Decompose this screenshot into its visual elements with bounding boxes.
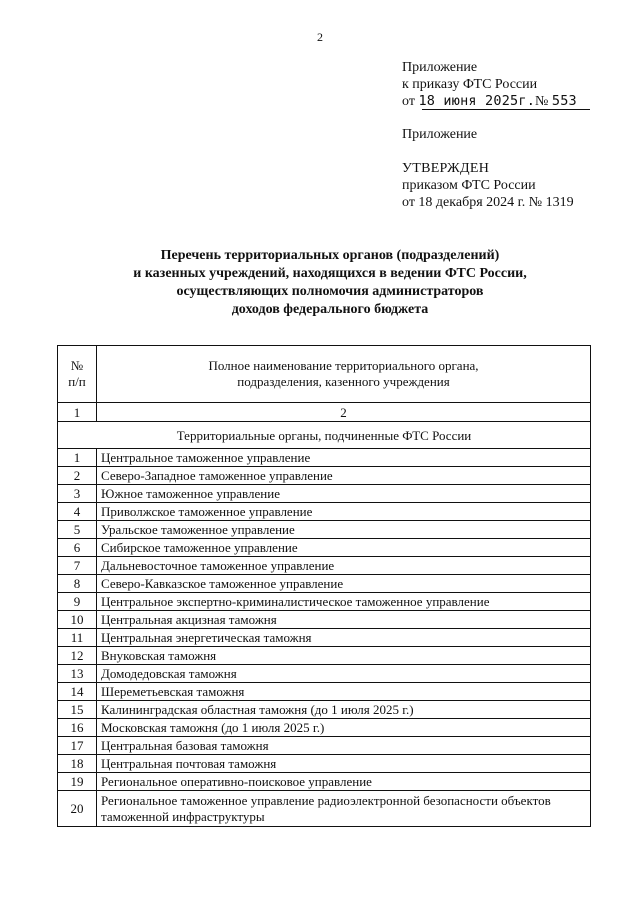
table-row [58,629,591,647]
row-name: Калининградская областная таможня (до 1 июля 2025 г.) [97,701,591,719]
table-row [58,665,591,683]
row-number: 20 [58,791,97,827]
row-number: 15 [58,701,97,719]
row-name: Южное таможенное управление [97,485,591,503]
row-number: 2 [58,467,97,485]
title-line-3: осуществляющих полномочия администраторов [176,284,484,299]
organs-table [57,345,591,827]
order-underline [422,109,590,110]
table-header-row [58,346,591,403]
row-number: 7 [58,557,97,575]
page-number: 2 [317,30,323,44]
header-name-line-1: Полное наименование территориального органа, [208,358,479,373]
section-row [58,422,591,449]
appendix-order-date-line [402,93,577,110]
row-number: 19 [58,773,97,791]
column-index-1: 1 [58,403,97,422]
row-name: Региональное оперативно-поисковое управление [97,773,591,791]
approved-line-2: от 18 декабря 2024 г. № 1319 [402,195,574,210]
table-row [58,467,591,485]
table-row [58,521,591,539]
approved-appendix-label: Приложение [402,127,478,142]
title-line-1: Перечень территориальных органов (подразделений) [160,248,500,263]
row-number: 9 [58,593,97,611]
header-name [97,346,591,403]
table-row [58,593,591,611]
row-name: Домодедовская таможня [97,665,591,683]
row-number: 16 [58,719,97,737]
row-name: Центральное экспертно-криминалистическое таможенное управление [97,593,591,611]
document-title [60,247,600,319]
row-number: 3 [58,485,97,503]
row-number: 12 [58,647,97,665]
header-number-abbr: п/п [68,374,86,389]
table-row [58,611,591,629]
row-name: Северо-Западное таможенное управление [97,467,591,485]
table-row [58,503,591,521]
title-line-2: и казенных учреждений, находящихся в ведении ФТС России, [133,266,527,281]
appendix-block [402,59,577,110]
number-prefix: № [535,94,549,109]
row-number: 17 [58,737,97,755]
order-date: 18 июня 2025г. [418,93,536,109]
approved-line-1: приказом ФТС России [402,178,536,193]
header-name-line-2: подразделения, казенного учреждения [237,374,450,389]
table-row [58,557,591,575]
section-title: Территориальные органы, подчиненные ФТС России [58,422,591,449]
table-row [58,683,591,701]
row-number: 14 [58,683,97,701]
row-name: Шереметьевская таможня [97,683,591,701]
row-name: Внуковская таможня [97,647,591,665]
row-name: Сибирское таможенное управление [97,539,591,557]
approved-title: УТВЕРЖДЕН [402,161,490,176]
table-row [58,701,591,719]
date-prefix: от [402,94,415,109]
row-name: Центральная энергетическая таможня [97,629,591,647]
column-index-2: 2 [97,403,591,422]
table-row [58,449,591,467]
header-number-symbol: № [70,358,84,373]
row-name: Региональное таможенное управление радиоэлектронной безопасности объектов таможенной инфраструктуры [97,791,591,827]
row-name: Центральная базовая таможня [97,737,591,755]
appendix-label: Приложение [402,60,478,75]
table-row [58,773,591,791]
row-number: 18 [58,755,97,773]
row-number: 11 [58,629,97,647]
row-name: Приволжское таможенное управление [97,503,591,521]
table-row [58,791,591,827]
row-number: 6 [58,539,97,557]
title-line-4: доходов федерального бюджета [231,302,429,317]
table-row [58,539,591,557]
approved-block [402,126,574,211]
table-row [58,719,591,737]
row-name: Центральная акцизная таможня [97,611,591,629]
row-name: Центральное таможенное управление [97,449,591,467]
appendix-order-ref: к приказу ФТС России [402,77,538,92]
column-index-row [58,403,591,422]
row-number: 10 [58,611,97,629]
table-row [58,575,591,593]
row-name: Центральная почтовая таможня [97,755,591,773]
table-row [58,485,591,503]
table-row [58,647,591,665]
table-row [58,737,591,755]
row-number: 5 [58,521,97,539]
row-number: 1 [58,449,97,467]
header-number [58,346,97,403]
row-name: Дальневосточное таможенное управление [97,557,591,575]
row-name: Уральское таможенное управление [97,521,591,539]
row-number: 8 [58,575,97,593]
row-name: Московская таможня (до 1 июля 2025 г.) [97,719,591,737]
row-number: 13 [58,665,97,683]
table-row [58,755,591,773]
order-number: 553 [551,93,577,109]
row-number: 4 [58,503,97,521]
row-name: Северо-Кавказское таможенное управление [97,575,591,593]
